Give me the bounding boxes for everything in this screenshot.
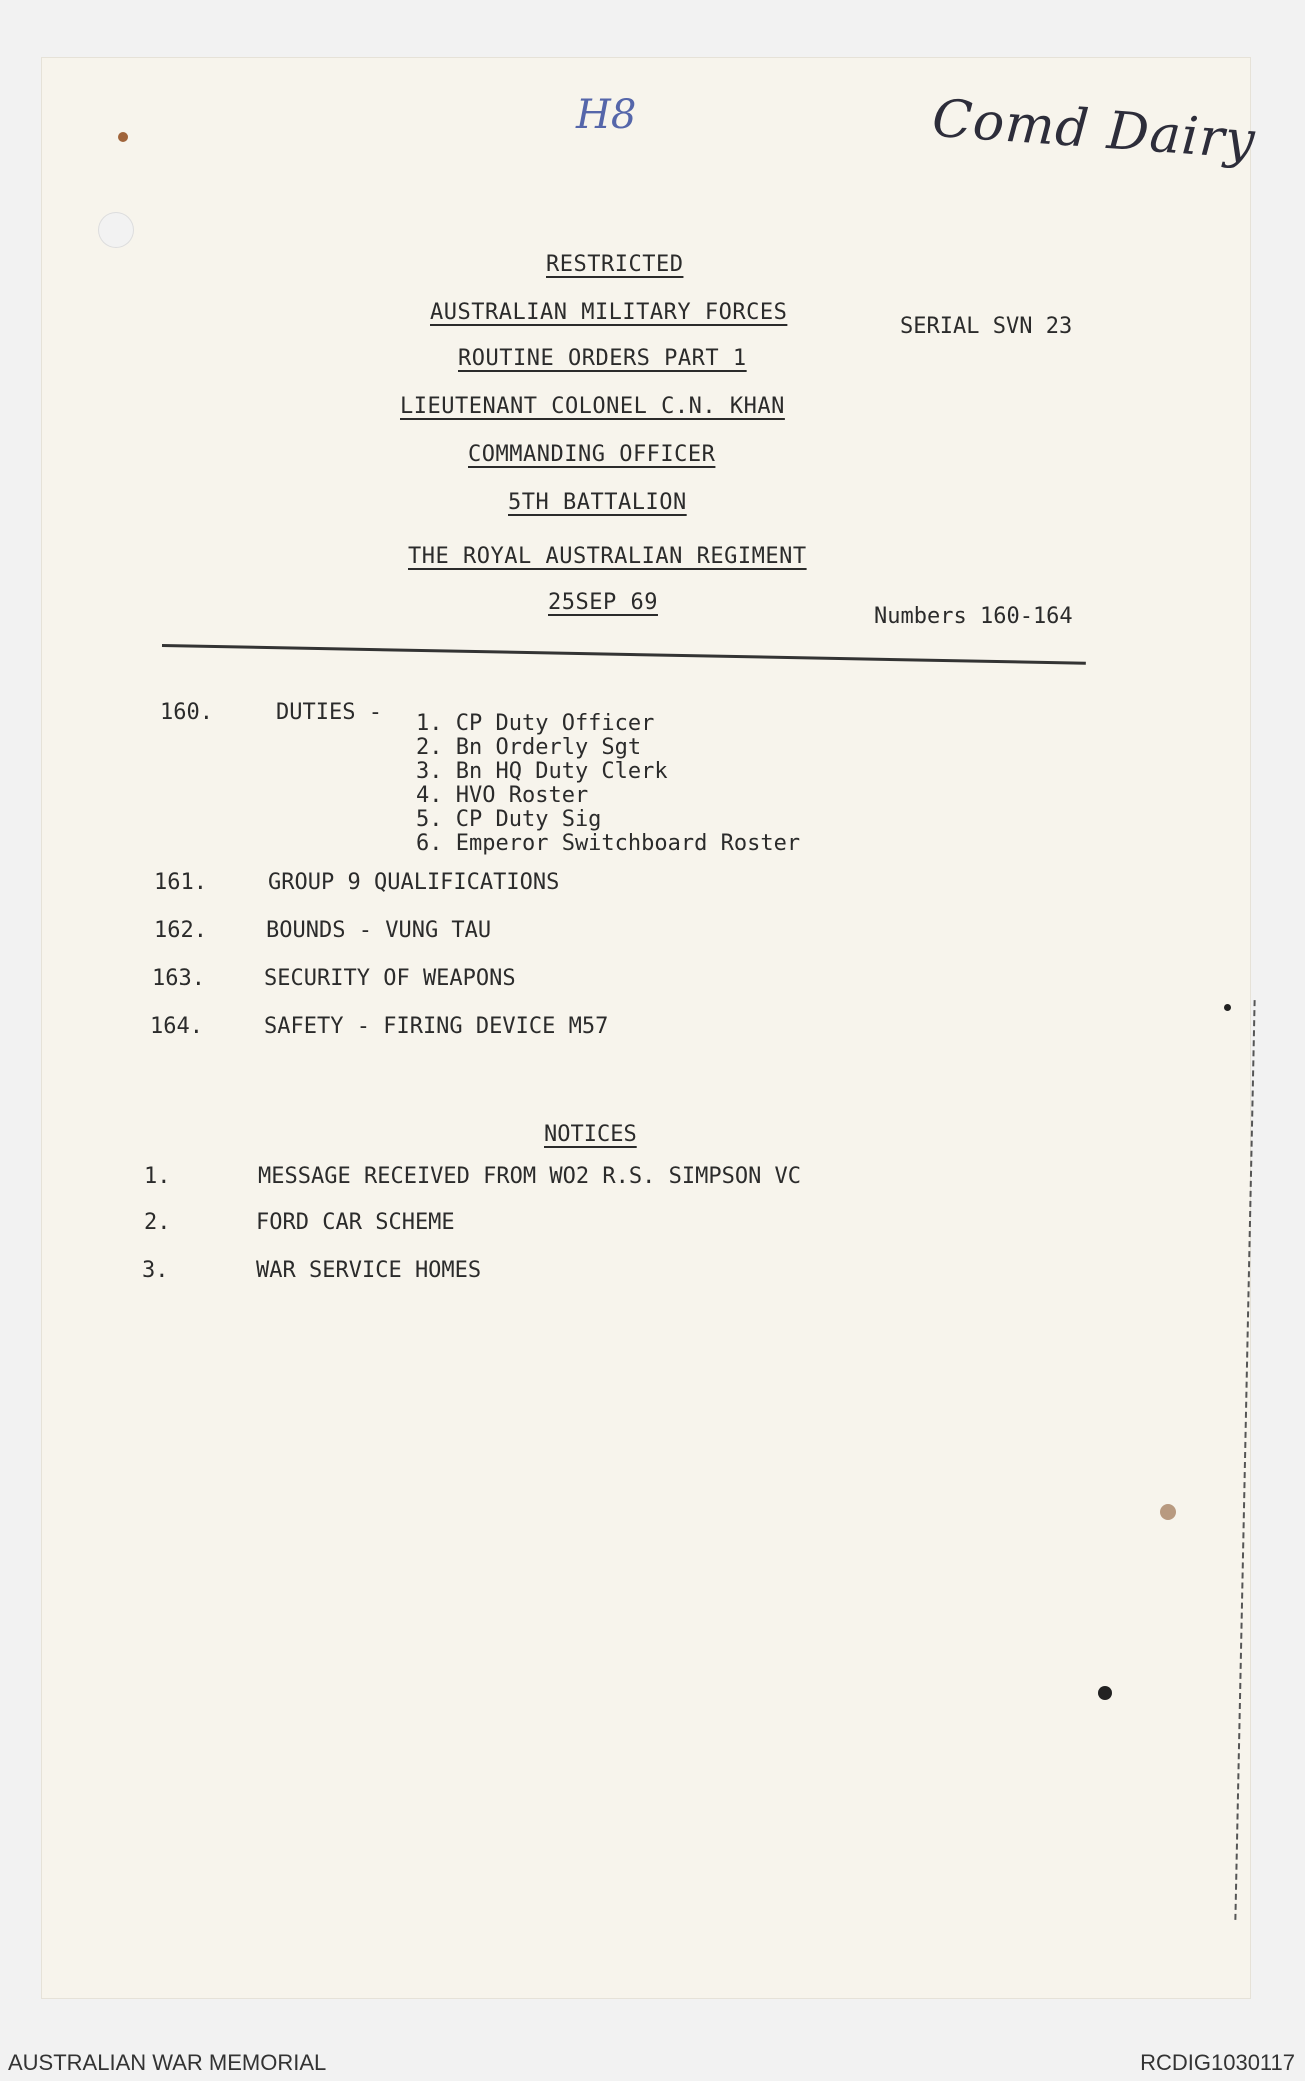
notice-number: 1. xyxy=(144,1164,171,1189)
archive-id: RCDIG1030117 xyxy=(1140,2050,1295,2075)
duty-item: 1. CP Duty Officer xyxy=(416,711,655,736)
handwritten-mark: H8 xyxy=(576,92,637,138)
order-date: 25SEP 69 xyxy=(548,590,658,615)
commander-title: COMMANDING OFFICER xyxy=(468,442,716,467)
commander-name: LIEUTENANT COLONEL C.N. KHAN xyxy=(400,394,785,419)
duty-item: 5. CP Duty Sig xyxy=(416,807,602,832)
duty-item: 4. HVO Roster xyxy=(416,783,589,808)
org-name: AUSTRALIAN MILITARY FORCES xyxy=(430,300,788,325)
duty-item: 2. Bn Orderly Sgt xyxy=(416,735,642,760)
ink-dot xyxy=(1224,1004,1231,1011)
regiment-name: THE ROYAL AUSTRALIAN REGIMENT xyxy=(408,544,807,569)
order-title: DUTIES - xyxy=(276,700,382,725)
order-type: ROUTINE ORDERS PART 1 xyxy=(458,346,747,371)
notice-title: MESSAGE RECEIVED FROM WO2 R.S. SIMPSON VC xyxy=(258,1164,802,1189)
notice-title: WAR SERVICE HOMES xyxy=(256,1258,482,1283)
handwritten-note: Comd Dairy xyxy=(930,88,1258,172)
notices-heading: NOTICES xyxy=(544,1122,637,1147)
classification: RESTRICTED xyxy=(546,252,684,277)
order-number: 160. xyxy=(160,700,213,725)
duty-item: 6. Emperor Switchboard Roster xyxy=(416,831,801,856)
punch-hole xyxy=(98,212,134,248)
notice-title: FORD CAR SCHEME xyxy=(256,1210,455,1235)
order-title: SECURITY OF WEAPONS xyxy=(264,966,516,991)
unit-name: 5TH BATTALION xyxy=(508,490,687,515)
stain-spot xyxy=(1160,1504,1176,1520)
stain-spot xyxy=(118,132,128,142)
duty-item: 3. Bn HQ Duty Clerk xyxy=(416,759,668,784)
order-number: 162. xyxy=(154,918,207,943)
order-title: BOUNDS - VUNG TAU xyxy=(266,918,492,943)
serial-number: SERIAL SVN 23 xyxy=(900,314,1073,339)
ink-dot xyxy=(1098,1686,1112,1700)
order-number: 161. xyxy=(154,870,207,895)
order-title: SAFETY - FIRING DEVICE M57 xyxy=(264,1014,609,1039)
notice-number: 3. xyxy=(142,1258,169,1283)
order-title: GROUP 9 QUALIFICATIONS xyxy=(268,870,560,895)
order-number: 163. xyxy=(152,966,205,991)
duties-list xyxy=(416,712,800,856)
order-numbers: Numbers 160-164 xyxy=(874,604,1073,629)
order-number: 164. xyxy=(150,1014,203,1039)
notice-number: 2. xyxy=(144,1210,171,1235)
archive-name: AUSTRALIAN WAR MEMORIAL xyxy=(8,2050,327,2075)
